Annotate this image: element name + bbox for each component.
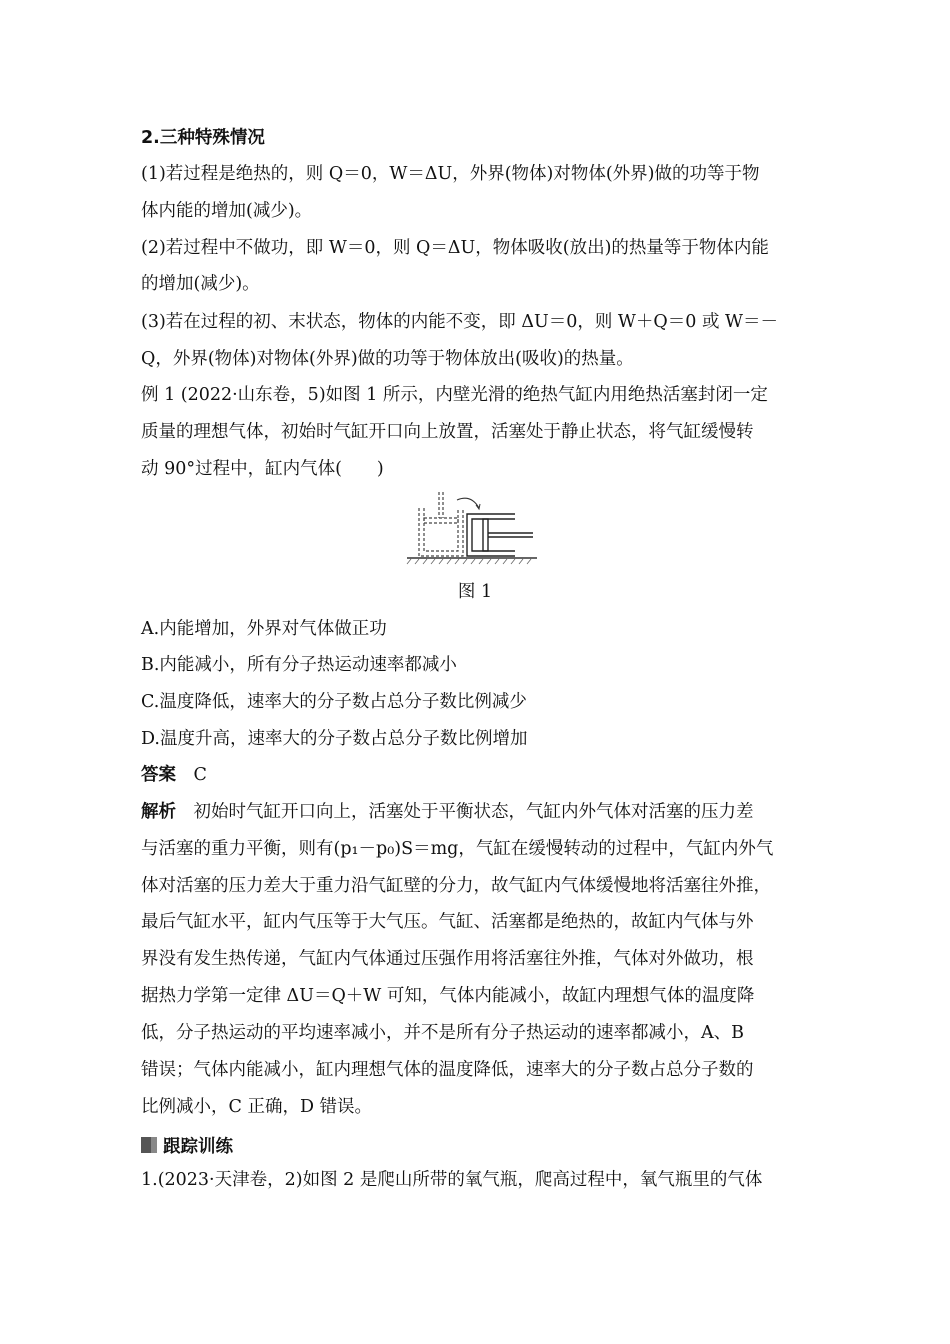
section-heading: 2.三种特殊情况 xyxy=(141,128,265,148)
cylinder-figure xyxy=(405,488,540,568)
case-line: (1)若过程是绝热的，则 Q＝0，W＝ΔU，外界(物体)对物体(外界)做的功等于物 xyxy=(141,164,760,184)
practice-question: 1.(2023·天津卷，2)如图 2 是爬山所带的氧气瓶，爬高过程中，氧气瓶里的气体 xyxy=(141,1170,763,1190)
answer xyxy=(141,763,821,787)
option-c: C.温度降低，速率大的分子数占总分子数比例减少 xyxy=(141,692,527,712)
analysis-line: 体对活塞的压力差大于重力沿气缸壁的分力，故气缸内气体缓慢地将活塞往外推， xyxy=(141,876,771,896)
option-a: A.内能增加，外界对气体做正功 xyxy=(141,619,387,639)
answer-label: 答案 xyxy=(141,765,176,785)
option-d: D.温度升高，速率大的分子数占总分子数比例增加 xyxy=(141,729,528,749)
case-line: Q，外界(物体)对物体(外界)做的功等于物体放出(吸收)的热量。 xyxy=(141,349,634,369)
case-line: (2)若过程中不做功，即 W＝0，则 Q＝ΔU，物体吸收(放出)的热量等于物体内能 xyxy=(141,238,769,258)
analysis-line: 低，分子热运动的平均速率减小，并不是所有分子热运动的速率都减小，A、B xyxy=(141,1023,744,1043)
case-line: 体内能的增加(减少)。 xyxy=(141,201,313,221)
example-line: 例 1 (2022·山东卷，5)如图 1 所示，内壁光滑的绝热气缸内用绝热活塞封闭一定 xyxy=(141,385,768,405)
analysis-line xyxy=(141,800,821,824)
analysis-line: 错误；气体内能减小，缸内理想气体的温度降低，速率大的分子数占总分子数的 xyxy=(141,1060,754,1080)
case-line: (3)若在过程的初、末状态，物体的内能不变，即 ΔU＝0，则 W＋Q＝0 或 W＝－ xyxy=(141,312,779,332)
analysis-label: 解析 xyxy=(141,802,176,822)
case-line: 的增加(减少)。 xyxy=(141,274,260,294)
option-b: B.内能减小，所有分子热运动速率都减小 xyxy=(141,655,457,675)
section-marker-icon xyxy=(141,1137,157,1153)
figure-caption: 图 1 xyxy=(457,582,493,602)
answer-value: C xyxy=(193,765,207,785)
analysis-line: 比例减小，C 正确，D 错误。 xyxy=(141,1097,373,1117)
analysis-line: 最后气缸水平，缸内气压等于大气压。气缸、活塞都是绝热的，故缸内气体与外 xyxy=(141,912,754,932)
example-line: 质量的理想气体，初始时气缸开口向上放置，活塞处于静止状态，将气缸缓慢转 xyxy=(141,422,754,442)
analysis-text: 初始时气缸开口向上，活塞处于平衡状态，气缸内外气体对活塞的压力差 xyxy=(193,802,754,822)
analysis-line: 界没有发生热传递，气缸内气体通过压强作用将活塞往外推，气体对外做功，根 xyxy=(141,949,754,969)
section-header xyxy=(141,1133,233,1157)
analysis-line: 与活塞的重力平衡，则有(p₁－p₀)S＝mg，气缸在缓慢转动的过程中，气缸内外气 xyxy=(141,839,774,859)
section-title: 跟踪训练 xyxy=(163,1136,233,1157)
example-line: 动 90°过程中，缸内气体( ) xyxy=(141,459,384,479)
analysis-line: 据热力学第一定律 ΔU＝Q＋W 可知，气体内能减小，故缸内理想气体的温度降 xyxy=(141,986,755,1006)
